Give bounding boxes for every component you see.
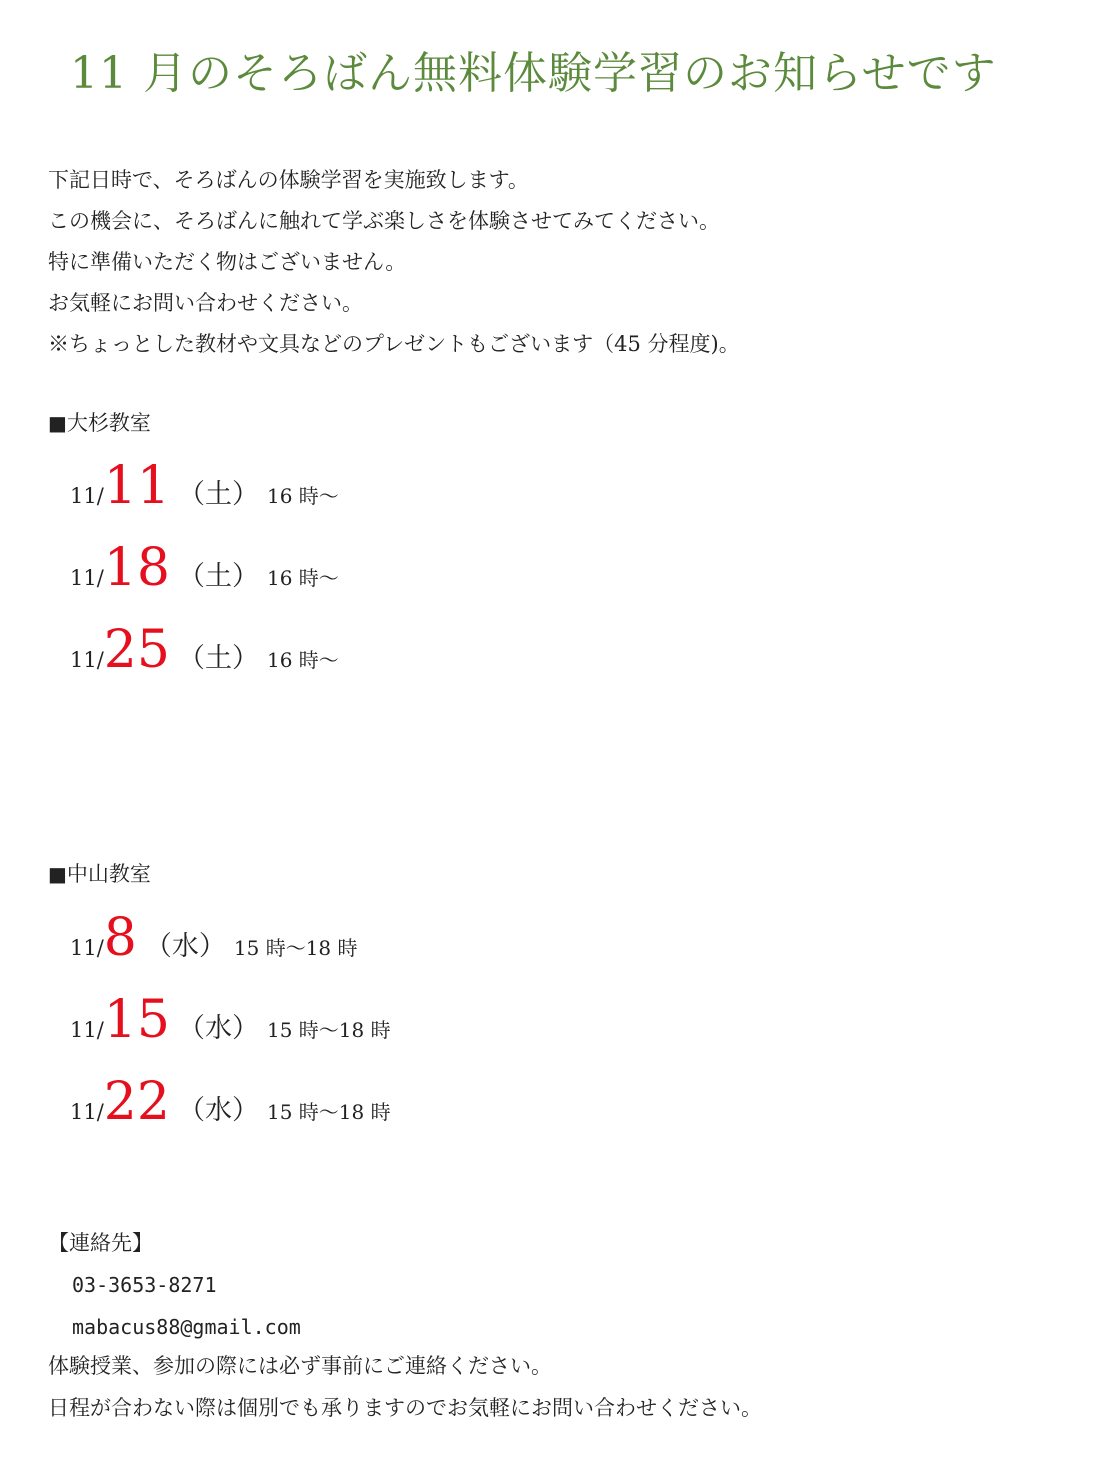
section-heading-osugi: [48, 408, 151, 438]
date-time: 15 時～18 時: [266, 1100, 391, 1124]
contact-note: 体験授業、参加の際には必ず事前にご連絡ください。: [48, 1354, 552, 1378]
square-bullet-icon: ■: [48, 862, 67, 886]
schedule-row: [70, 908, 358, 978]
date-month: 11/: [70, 484, 104, 508]
schedule-row: [70, 456, 339, 526]
date-time: 15 時～18 時: [233, 936, 358, 960]
intro-text: [48, 160, 740, 365]
email-address[interactable]: mabacus88@gmail.com: [72, 1315, 301, 1339]
date-time: 15 時～18 時: [266, 1018, 391, 1042]
page-title: 11 月のそろばん無料体験学習のお知らせです: [70, 48, 997, 99]
schedule-row: [70, 1072, 391, 1142]
intro-line: この機会に、そろばんに触れて学ぶ楽しさを体験させてみてください。: [48, 209, 720, 233]
date-weekday: （水）: [177, 1013, 259, 1044]
date-time: 16 時～: [266, 648, 339, 672]
date-weekday: （土）: [177, 561, 259, 592]
date-weekday: （水）: [144, 931, 226, 962]
schedule-row: [70, 538, 339, 608]
date-day: 25: [103, 620, 170, 680]
date-time: 16 時～: [266, 566, 339, 590]
date-day: 22: [103, 1072, 170, 1132]
date-day: 11: [103, 456, 170, 516]
phone-number[interactable]: 03-3653-8271: [72, 1273, 217, 1297]
date-time: 16 時～: [266, 484, 339, 508]
date-month: 11/: [70, 1100, 104, 1124]
square-bullet-icon: ■: [48, 411, 67, 435]
date-weekday: （水）: [177, 1095, 259, 1126]
section-name: 中山教室: [66, 862, 151, 886]
date-weekday: （土）: [177, 479, 259, 510]
date-month: 11/: [70, 936, 104, 960]
date-month: 11/: [70, 648, 104, 672]
contact-note: 日程が合わない際は個別でも承りますのでお気軽にお問い合わせください。: [48, 1396, 762, 1420]
section-heading-nakayama: [48, 859, 151, 889]
date-day: 15: [103, 990, 170, 1050]
date-day: 18: [103, 538, 170, 598]
schedule-row: [70, 620, 339, 690]
section-name: 大杉教室: [66, 411, 151, 435]
date-day: 8: [103, 908, 137, 968]
intro-line: ※ちょっとした教材や文具などのプレゼントもございます（45 分程度)。: [48, 332, 740, 356]
intro-line: お気軽にお問い合わせください。: [48, 291, 363, 315]
schedule-row: [70, 990, 391, 1060]
date-weekday: （土）: [177, 643, 259, 674]
intro-line: 特に準備いただく物はございません。: [48, 250, 407, 274]
intro-line: 下記日時で、そろばんの体験学習を実施致します。: [48, 168, 529, 192]
contact-heading: 【連絡先】: [48, 1231, 153, 1255]
date-month: 11/: [70, 566, 104, 590]
date-month: 11/: [70, 1018, 104, 1042]
